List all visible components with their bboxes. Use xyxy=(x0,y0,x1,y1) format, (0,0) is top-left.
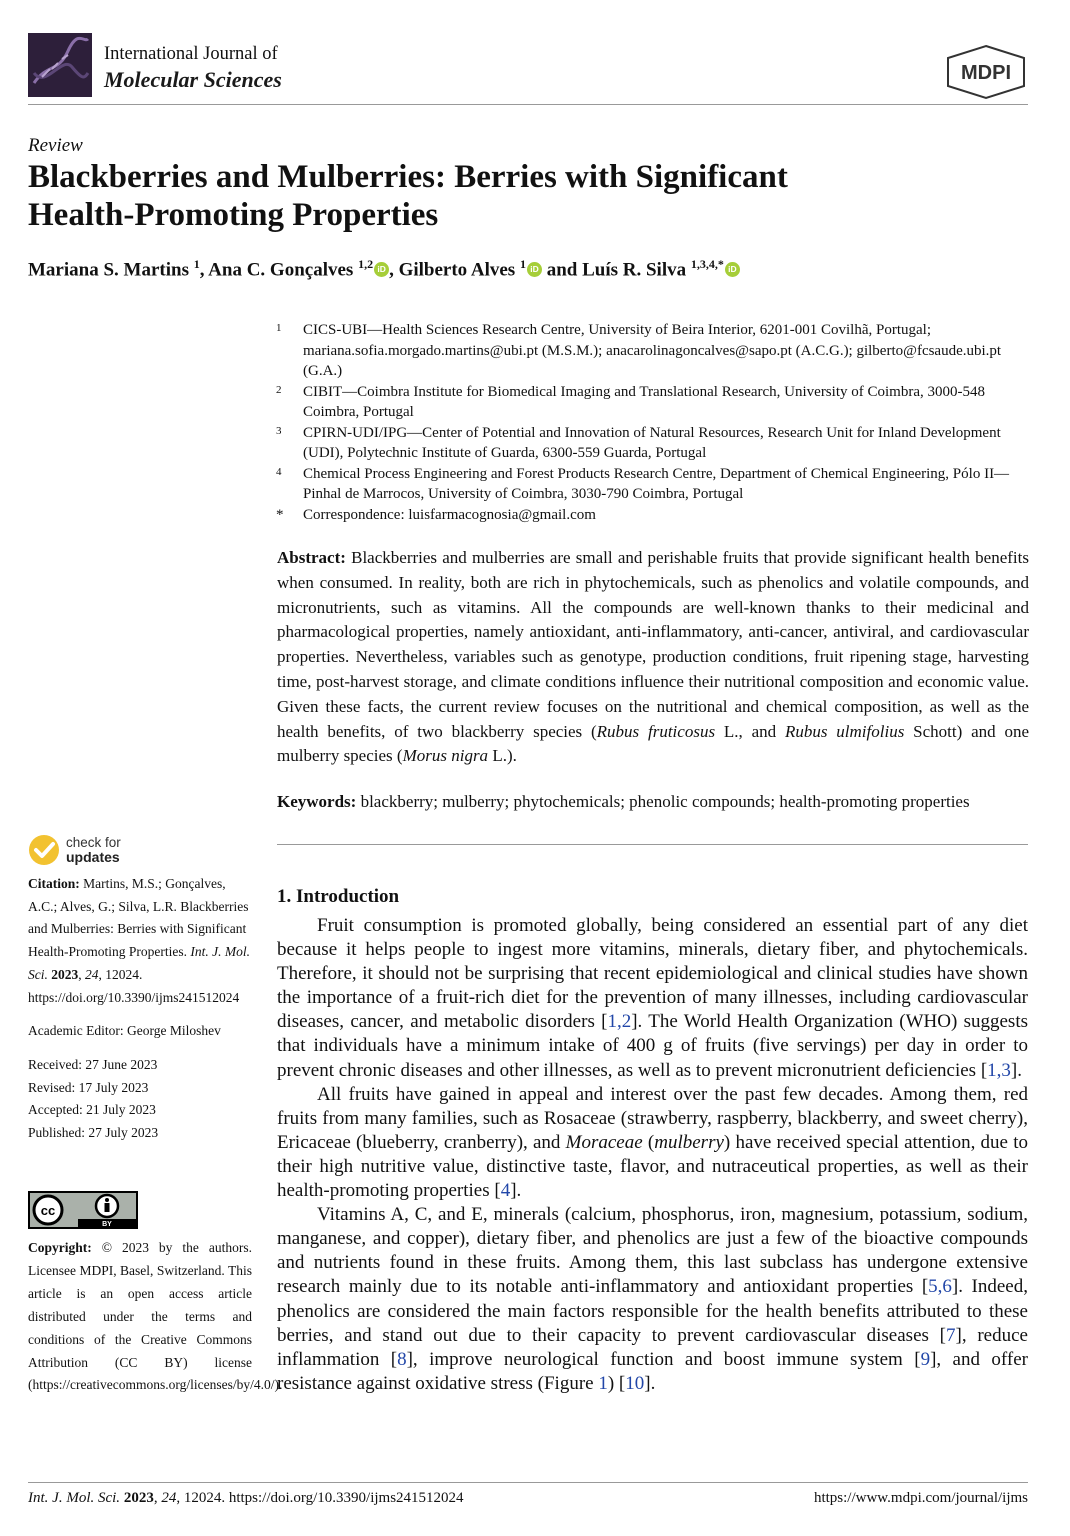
citation-link[interactable]: 1,3 xyxy=(987,1059,1011,1081)
orcid-icon[interactable]: iD xyxy=(527,262,542,277)
abstract-text-a: Blackberries and mulberries are small and perishable fruits that provide significant health benefits when consumed. In reality, both are rich in phytochemicals, such as phenolics and volatile compounds, and micronutrients, such as vitamins. All the compounds are well-known thanks to their medicinal and pharmacological properties, namely antioxidant, anti-inflammatory, anti-cancer, antiviral, and cardiovascular properties. Nevertheless, variables such as genotype, production conditions, fruit ripening stage, harvesting time, post-harvest storage, and climate conditions influence their nutritional composition and economic value. Given these facts, the current review focuses on the nutritional and chemical composition, as well as the health benefits, of two blackberry species ( xyxy=(277,548,1029,741)
author-name: Ana C. Gonçalves xyxy=(208,259,354,281)
affiliation-text: CICS-UBI—Health Sciences Research Centre, University of Beira Interior, 6201-001 Covilhã, Portugal; mariana.sofia.morgado.martins@ubi.pt (M.S.M.); anacarolinagoncalves@sapo.pt (A.C.G.); gilberto@fcsaude.ubi.pt (G.A.) xyxy=(303,322,1002,379)
check-for-label: check for xyxy=(66,835,121,850)
species-2: Rubus ulmifolius xyxy=(784,721,905,741)
affiliation-item xyxy=(276,320,1036,382)
affiliation-number: 2 xyxy=(276,383,282,396)
species-1: Rubus fruticosus xyxy=(596,721,716,741)
updates-label: updates xyxy=(66,849,120,865)
keywords xyxy=(277,790,1029,814)
citation-link[interactable]: 7 xyxy=(946,1324,956,1346)
author-separator: , xyxy=(199,259,209,281)
paragraph-2: All fruits have gained in appeal and interest over the past few decades. Among them, red fruits from many families, such as Rosaceae (strawberry, raspberry, blackberry, and sweet cherry), Ericaceae (blueberry, cranberry), and Moraceae (mulberry) have received special attention, due to their high nutritive value, distinctive taste, flavor, and nutraceutical properties, as well as their health-promoting properties [4]. xyxy=(277,1083,1028,1202)
affiliation-number: 3 xyxy=(276,424,282,437)
title-line-2: Health-Promoting Properties xyxy=(28,197,439,233)
affiliation-item xyxy=(276,423,1036,464)
affiliation-number: * xyxy=(276,506,284,523)
abstract-divider xyxy=(277,844,1028,845)
body-text xyxy=(277,914,1028,1396)
journal-name-line1: International Journal of xyxy=(104,44,278,64)
paragraph-3: Vitamins A, C, and E, minerals (calcium, phosphorus, iron, magnesium, potassium, sodium, manganese, and copper), dietary fiber, and phenolics are just a few of the bioactive compounds and nutrients found in these fruits. Among them, this last subclass has undergone extensive research mainly due to its notable anti-inflammatory and antioxidant properties [5,6]. Indeed, phenolics are considered the main factors responsible for the health benefits attributed to these berries, and stand out due to their capacity to prevent cardiovascular diseases [7], reduce inflammation [8], improve neurological function and boost immune system [9], and offer resistance against oxidative stress (Figure 1) [10]. xyxy=(277,1204,1028,1394)
author-list xyxy=(28,257,740,281)
cc-by-license-badge[interactable] xyxy=(28,1191,138,1229)
abstract-text-c: Schott) and one mulberry species ( xyxy=(277,721,1030,766)
copyright-text: © 2023 by the authors. Licensee MDPI, Basel, Switzerland. This article is an open access article distributed under the terms and conditions of the Creative Commons Attribution (CC BY) license (https://creativecommons.org/licenses/by/4.0/). xyxy=(28,1240,283,1393)
author-affiliation-marker: 1 xyxy=(193,257,200,271)
citation-link[interactable]: 1,2 xyxy=(607,1011,632,1033)
keywords-label: Keywords: xyxy=(277,792,357,811)
citation-link[interactable]: 5,6 xyxy=(928,1276,952,1298)
author-affiliation-marker: 1,2 xyxy=(358,257,374,271)
author-affiliation-marker: 1,3,4,* xyxy=(690,257,724,271)
affiliation-text: CIBIT—Coimbra Institute for Biomedical Imaging and Translational Research, University of Coimbra, 3000-548 Coimbra, Portugal xyxy=(303,383,985,420)
orcid-icon[interactable]: iD xyxy=(725,262,740,277)
cc-by-label: BY xyxy=(102,1221,112,1228)
check-for-updates-icon[interactable] xyxy=(28,834,60,866)
date-published: Published: 27 July 2023 xyxy=(28,1125,159,1141)
figure-link[interactable]: 1 xyxy=(598,1372,608,1394)
affiliation-number: 4 xyxy=(276,465,282,478)
title-line-1: Blackberries and Mulberries: Berries with Significant xyxy=(28,159,788,195)
svg-text:cc: cc xyxy=(40,1203,56,1218)
check-for-updates-button[interactable] xyxy=(66,835,121,865)
orcid-icon[interactable]: iD xyxy=(374,262,389,277)
affiliation-text: CPIRN-UDI/IPG—Center of Potential and Innovation of Natural Resources, Research Unit for Inland Development (UDI), Polytechnic Institute of Guarda, 6300-559 Guarda, Portugal xyxy=(303,424,1001,461)
article-title xyxy=(28,158,1028,234)
footer-citation: Int. J. Mol. Sci. 2023, 24, 12024. https://doi.org/10.3390/ijms241512024 xyxy=(28,1490,464,1506)
affiliation-number: 1 xyxy=(276,322,282,334)
affiliation-item xyxy=(276,464,1036,505)
citation-label: Citation: xyxy=(28,876,80,891)
author-name: Luís R. Silva xyxy=(582,259,687,281)
date-revised: Revised: 17 July 2023 xyxy=(28,1079,149,1095)
paragraph-1: Fruit consumption is promoted globally, being considered an essential part of any diet because it helps people to ingest more vitamins, minerals, dietary fiber, and phytochemicals. Therefore, it should not be surprising that recent epidemiological and clinical studies have shown the importance of a fruit-rich diet for the prevention of many illnesses, including cardiovascular diseases, cancer, and metabolic disorders [1,2]. The World Health Organization (WHO) suggests that individuals have a minimum intake of 400 g of fruits (five servings) per day in order to prevent chronic diseases and other illnesses, as well as to prevent micronutrient deficiencies [1,3]. xyxy=(277,915,1029,1081)
affiliations xyxy=(276,320,1036,525)
date-received: Received: 27 June 2023 xyxy=(28,1056,158,1072)
abstract-text-d: L.). xyxy=(488,746,517,766)
section-heading: 1. Introduction xyxy=(277,886,400,907)
affiliation-item xyxy=(276,505,1036,526)
academic-editor: Academic Editor: George Miloshev xyxy=(28,1023,221,1039)
abstract-text-b: L., and xyxy=(715,721,785,741)
keywords-text: blackberry; mulberry; phytochemicals; phenolic compounds; health-promoting properties xyxy=(356,792,970,811)
footer-divider xyxy=(28,1482,1028,1483)
citation-volume: 24 xyxy=(85,966,99,982)
mdpi-logo-text: MDPI xyxy=(961,62,1011,84)
author-separator: and xyxy=(541,259,583,281)
author-name: Mariana S. Martins xyxy=(28,259,189,281)
mdpi-logo[interactable] xyxy=(944,44,1028,100)
affiliation-item xyxy=(276,382,1036,423)
citation: Citation: Martins, M.S.; Gonçalves, A.C.; Alves, G.; Silva, L.R. Blackberries and Mulberries: Berries with Significant Health-Promoting Properties. Int. J. Mol. Sci. 2023, 24, 12024. https://doi.org/10.3390/ijms241512024 xyxy=(28,876,250,1005)
copyright-label: Copyright: xyxy=(28,1240,92,1255)
abstract-label: Abstract: xyxy=(277,548,346,567)
journal-name-line2: Molecular Sciences xyxy=(104,67,282,92)
species-3: Morus nigra xyxy=(402,746,489,766)
author-separator: , xyxy=(389,259,399,281)
copyright-notice xyxy=(28,1237,283,1397)
citation-year: 2023 xyxy=(51,966,79,982)
author-affiliation-marker: 1 xyxy=(519,257,526,271)
citation-journal: Int. J. Mol. Sci. xyxy=(28,944,250,982)
affiliation-text: Chemical Process Engineering and Forest Products Research Centre, Department of Chemical Engineering, Pólo II—Pinhal de Marrocos, University of Coimbra, 3030-790 Coimbra, Portugal xyxy=(303,465,1010,502)
citation-doi[interactable]: , 12024. https://doi.org/10.3390/ijms241512024 xyxy=(28,966,240,1005)
header-divider xyxy=(28,104,1028,105)
citation-text: Martins, M.S.; Gonçalves, A.C.; Alves, G.; Silva, L.R. Blackberries and Mulberries: Berries with Significant Health-Promoting Properties. xyxy=(28,876,249,960)
footer-journal-url[interactable]: https://www.mdpi.com/journal/ijms xyxy=(813,1490,1028,1506)
abstract xyxy=(277,546,1029,769)
citation-link[interactable]: 9 xyxy=(920,1348,931,1370)
journal-logo xyxy=(28,33,92,97)
affiliation-text: Correspondence: luisfarmacognosia@gmail.com xyxy=(303,506,596,523)
article-type: Review xyxy=(28,135,83,156)
date-accepted: Accepted: 21 July 2023 xyxy=(28,1102,156,1118)
author-name: Gilberto Alves xyxy=(398,259,516,281)
article-info-sidebar xyxy=(28,873,252,1145)
citation-link[interactable]: 10 xyxy=(625,1372,645,1394)
citation-link[interactable]: 4 xyxy=(500,1180,511,1202)
citation-link[interactable]: 8 xyxy=(397,1348,407,1370)
